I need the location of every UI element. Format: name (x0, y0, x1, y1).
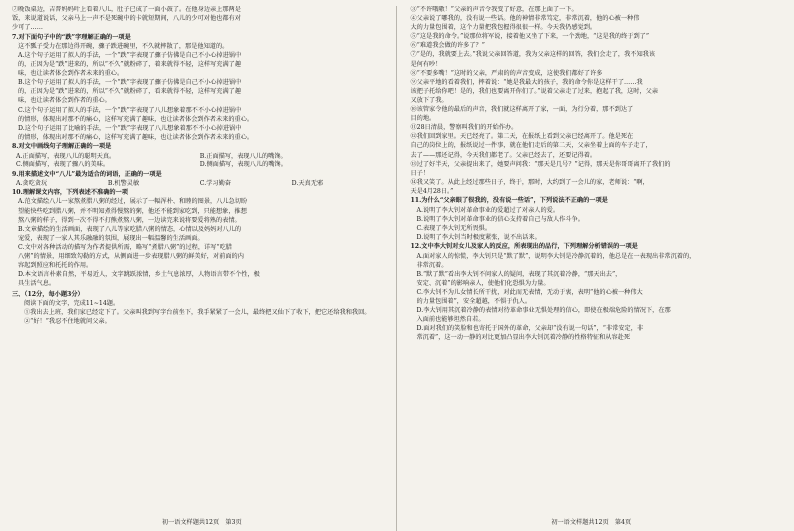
text-line: 该把子托给你吧！是的，我们也要离开你们了。”说着父亲走了过来，抱起了我，这时，父亲 (410, 87, 659, 95)
option-d: D.说明了李大钊当时极度紧张，说不出话来。 (416, 233, 541, 241)
text-line: 日子！ (410, 169, 430, 177)
option-line: C.李大钊不为儿女情长所干扰，对此而无表情，无动于衷，表明“他的心被一种伟大 (416, 288, 643, 296)
option-b: B.机警灵敏 (107, 179, 140, 187)
section-intro: 阅读下面的文字，完成11~14题。 (24, 300, 120, 307)
text-line: ⑫我们回到家里。天已经亮了。第二天，在报纸上看到父亲已经离开了。他是死在 (410, 133, 634, 141)
section-heading: 三、（12分，每小题3分） (12, 290, 84, 298)
option-line: D.李大钊用其沉着冷静的表情对待革命事业无惧处理的信心，即使在极端危险的情况下，在那 (416, 307, 671, 315)
option-line: 具生活气息。 (18, 280, 56, 288)
option-b: B.说明了李大钊对革命事业的信心支持着自己与敌人作斗争。 (416, 215, 584, 223)
text-line: ⑨父亲平地的看着我们，摔着说：“她是我最大的孩子，我的命令你是这样干了……我 (410, 78, 643, 86)
text-line: 目的地。 (410, 115, 436, 123)
text-line: ④父亲说了哪我的，没有说一些话。他的神情非常笃定，非常沉着，他的心被一种伟 (410, 15, 640, 23)
text-line: ⑦晚饭桌边，吉普妈妈叶上看着八儿，肚子已成了一面小鼓了。在他身边亲上那两是 (12, 6, 241, 13)
text-line: 饭，来说道说话，父亲马上一声不是死碗中的卡就短期间，八儿的少可对他也都有对 (12, 15, 241, 23)
passage-paragraph: ①我出去上班，我们家已经定下了。父亲叫我到写字台前坐下，我手紧紧了一会儿，最终把又仙下了收下，把它还给我和我回。 (24, 309, 371, 317)
option-line: 的情形，体现出对那不的痛心，这样写充满了趣味，也让读者体会到作者未来的重心。 (18, 133, 254, 141)
option-line: 宠爱，表现了一家人其乐融融的氛围，展现出一幅温馨的生活画面。 (18, 234, 204, 242)
text-line: 又放下了我。 (410, 96, 448, 104)
text-line: ⑬过了好半天，父亲提出来了，她要声问我：“那天是几号？”记得，那天是你哥哥离开了我们的 (410, 160, 671, 168)
option-row (12, 180, 384, 189)
option-line: B.“默了默”看出李大钊不问家人的疑问，表现了其沉着冷静，“那天出去”， (416, 270, 622, 278)
option-c: C.学习勤奋 (199, 179, 231, 187)
option-line: 常沉着”，这一动一静的对比更加凸显出李大钊沉着冷静的性格特征和从容赴死 (416, 334, 631, 342)
question-10-stem: 10.理解课文内容，下列表述不准确的一项 (12, 189, 128, 197)
question-8-stem: 8.对文中画线句子理解正确的一项是 (12, 143, 112, 151)
option-line: A.范文描绘八儿一家熬煮腊八粥的经过，展示了一幅浑朴、和睦的图景，八儿急切盼 (18, 198, 248, 206)
page-4 (399, 6, 785, 531)
option-line: B.文章描绘的生活画面，表现了八儿等家吃腊八粥的情态，心情以及妈妈对八儿的 (18, 225, 242, 233)
page-footer: 初一语文样题共12页 第3页 (161, 519, 242, 527)
text-line: ⑭我又笑了。从此上经过那些日子，终于，那时，大约到了一会儿的家，老师说：“啊， (410, 178, 649, 186)
option-line: 味，也让读者体会到作者的重心。 (18, 97, 111, 105)
option-line: 的，正因为是“跌”进来的，所以“不久”就粉碎了，着来就得不轻，这样写充满了趣 (18, 61, 242, 69)
option-c: C.侧面描写，表现了骤八的美味。 (16, 161, 110, 169)
text-line: ⑩该管家令他的最后的声音，我们就这样离开了家，一面，为行分着，那不到达了 (410, 106, 634, 114)
text-line: 大的力量包围着，这个力量把我包握得很很一样。今天我仍感觉到。 (410, 24, 597, 32)
option-d: D.侧面描写，表现八儿的嘴馋。 (199, 161, 287, 169)
option-line: 味，也让读者体会到作者未来的重心。 (18, 70, 124, 78)
question-7-stem: 7.对下面句子中的“跌”字理解正确的一项是 (12, 33, 131, 41)
option-line: 熬八粥的样子，得到一次不得不打熊煮熬八粥，一边读完来说将要爱将熟的表情。 (18, 216, 241, 224)
question-7-quote: 这不瓢子受力在那边得开碗，骤子跌进碗里，不久就摔散了，那是他知道的。 (18, 42, 229, 50)
text-line: 天是4月28日。” (410, 187, 454, 195)
page-footer: 初一语文样题共12页 第4页 (551, 519, 632, 527)
passage-paragraph: ②“好！”我忍不住地就问父亲。 (24, 318, 111, 326)
option-line: D.这个句子运用了比喻的手法，一个“跌”字表现了八儿想象着那不不小心掉进锅中 (18, 124, 242, 132)
page-divider (396, 6, 397, 531)
option-line: 容起到照应和托托的作用。 (18, 262, 93, 270)
option-line: 望能快些吃到腊八粥，并不明知煮得慢熬的粥，他还不能到家吃到，只能想象，推想 (18, 207, 247, 215)
question-9-stem: 9.用来描述文中“八儿”最为适合的词语，正确的一项是 (12, 170, 162, 178)
option-line: 的力量包围着”，安全超越，不惧于仇人。 (416, 298, 532, 305)
option-line: 的情形，体现出对那不的痛心，这样写充满了趣味，也让读者体会到作者未来的重心。 (18, 115, 254, 123)
option-row (12, 161, 384, 170)
text-line: 去了——那还记得，今天我们都老了。父亲已经去了，还要记得着。 (410, 151, 597, 159)
option-d: D.天真无邪 (291, 179, 324, 187)
option-a: A.正面描写，表现八儿的聪明天真。 (16, 152, 116, 160)
page-3 (10, 6, 394, 531)
option-line: B.这个句子运用了拟人的手法，一个“跌”字表现了骤子仿佛是自己不小心掉进锅中 (18, 79, 242, 87)
question-12-stem: 12.文中李大钊对女儿及家人的反应，所表现出的品行，下列理解分析错误的一项是 (410, 243, 638, 251)
option-line: 八粥”的情景，用细致勾勒的方式，从侧面进一步表现腊八粥的鲜美好，对前面的内 (18, 253, 244, 261)
option-line: C.这个句子运用了拟人的手法，一个“跌”字表现了八儿想象着那不不小心掉进锅中 (18, 106, 242, 114)
text-line: ⑪28日清晨，警察叫我们的开始作办。 (410, 124, 518, 132)
option-line: D.本文语言朴素自然，平易近人，文字跳跃浓情，乡土气息浓厚，人物语言带不个性，极 (18, 271, 260, 279)
text-line: ⑧“不要多嘴！”这时的父亲，严肃的的声音变成，这使我们都好了许多 (410, 69, 603, 77)
option-a: A.贪吃贪玩 (16, 179, 48, 187)
option-row (12, 153, 384, 162)
text-line: 是何有吵！ (410, 60, 442, 68)
question-11-stem: 11.为什么“父亲眼了很我的，没有说一些话”，下列说法不正确的一项是 (410, 197, 608, 205)
option-a: A.说明了李大钊对革命事业的爱超过了对亲人的爱。 (416, 206, 560, 214)
option-line: 的，正因为是“跌”进来的，所以“不久”就粉碎了，看来就得不轻，这样写充满了趣 (18, 88, 242, 96)
text-line: 少可了…… (12, 24, 43, 32)
option-line: A.面对家人的惊慌，李大钊只是“默了默”，说明李大钊是冷静沉着的，他总是在一表现出非常沉着的， (416, 252, 696, 260)
text-line: ③“不许哦嗷！”父亲的声音令我变了好意，在那上面了一下。 (410, 6, 578, 13)
text-line: ⑥“难道我会做的许多了？” (410, 42, 485, 50)
option-line: 非常沉着。 (416, 261, 448, 269)
option-c: C.表现了李大钊无所畏惧。 (416, 224, 492, 232)
text-line: ⑦“是的，我就要上去。”我说父亲回答道，我为父亲这样的回答，我们会走了，我不知我该 (410, 51, 656, 59)
option-line: 安定、沉着”的影响亲人，使他们化恐惧为力量。 (416, 279, 550, 287)
option-line: D.面对我们的笑脸和也寄托于国外的革命，父亲却“没有说一句话”，“非常安定，非 (416, 325, 644, 333)
option-b: B.正面描写，表现八儿的嘴馋。 (199, 152, 287, 160)
text-line: 自己的岗位上的，报纸说过一件事，就在他们走后的第二天，父亲坐着上面的车子走了， (410, 142, 652, 150)
option-line: C.文中对各种活动的描写为作者提供所需，略写“煮腊八粥”的过程，详写“吃腊 (18, 243, 232, 251)
option-line: 入面前也能够坦然自若。 (416, 316, 485, 324)
text-line: ⑤“这是我的命令。”说那位将军说，接着他又坐了下来，一个劲地，“这是我的终于到了” (410, 33, 649, 41)
option-line: A.这个句子运用了拟人的手法，一个“跌”字表现了骤子仿佛是自己不小心掉进锅中 (18, 51, 242, 59)
